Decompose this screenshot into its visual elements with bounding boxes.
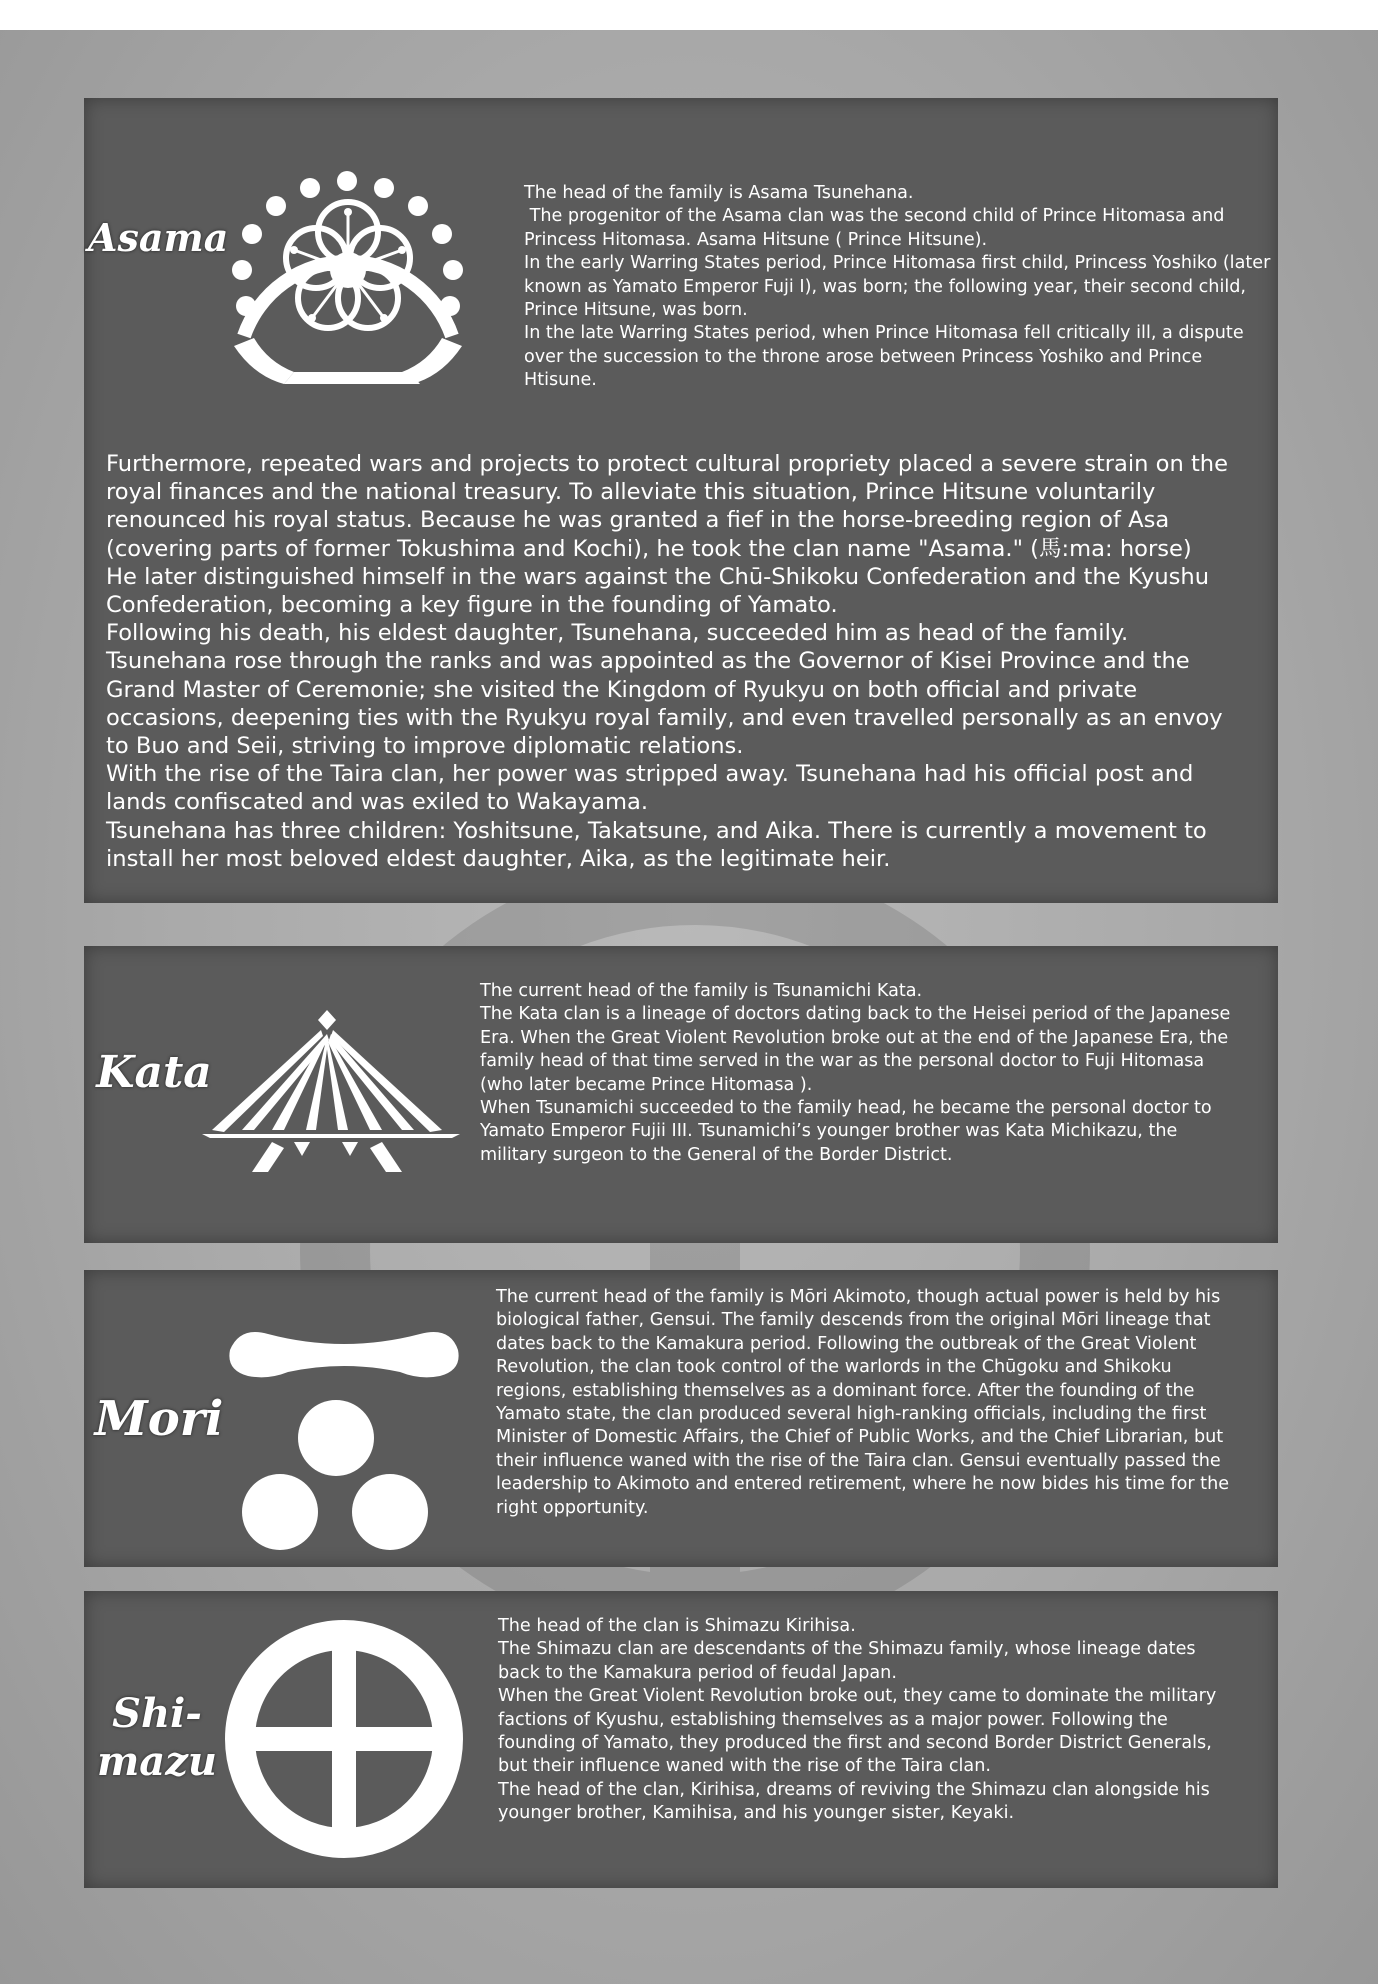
clan-name-shimazu-line: mazu (96, 1738, 218, 1785)
mori-three-stars-crest-icon (224, 1306, 464, 1552)
shimazu-text-line: The Shimazu clan are descendants of the Shimazu family, whose lineage dates back to the Kamakura period of feudal Japan. (498, 1639, 1196, 1683)
mori-panel (84, 1270, 1278, 1567)
clan-name-mori: Mori (94, 1391, 224, 1447)
asama-body-paragraph: With the rise of the Taira clan, her power was stripped away. Tsunehana had his official post and lands confiscated and was exiled to Wakayama. (106, 761, 1194, 816)
asama-intro-line: In the early Warring States period, Prince Hitomasa first child, Princess Yoshiko (later known as Yamato Emperor Fuji I), was born; the following year, their second child, Prince Hitsune, was born. (524, 253, 1271, 321)
kata-text-line: The Kata clan is a lineage of doctors dating back to the Heisei period of the Japanese Era. When the Great Violent Revolution broke out at the end of the Japanese Era, the family head of that time served in the war as the personal doctor to Fuji Hitomasa (who later became Prince Hitomasa ). (480, 1004, 1231, 1095)
shimazu-text-line: When the Great Violent Revolution broke out, they came to dominate the military factions of Kyushu, establishing themselves as a major power. Following the founding of Yamato, they produced the first and second Border District Generals, but their influence waned with the rise of the Taira clan. (498, 1686, 1217, 1777)
shimazu-panel (84, 1591, 1278, 1888)
asama-panel (84, 98, 1278, 903)
clan-name-asama: Asama (88, 215, 229, 260)
asama-plum-crest-icon (224, 146, 482, 391)
shimazu-text-line: The head of the clan is Shimazu Kirihisa. (498, 1616, 856, 1636)
shimazu-text-line: The head of the clan, Kirihisa, dreams of reviving the Shimazu clan alongside his younger brother, Kamihisa, and his younger sister, Keyaki. (498, 1779, 1210, 1824)
asama-body-paragraph: Furthermore, repeated wars and projects to protect cultural propriety placed a severe strain on the royal finances and the national treasury. To alleviate this situation, Prince Hitsune voluntarily renounced his royal status. Because he was granted a fief in the horse-breeding region of Asa (covering parts of former Tokushima and Kochi), he took the clan name "Asama." (馬:ma: horse) (106, 451, 1229, 562)
asama-body-paragraph: He later distinguished himself in the wars against the Chū-Shikoku Confederation and the Kyushu Confederation, becoming a key figure in the founding of Yamato. (106, 563, 1210, 619)
kata-text (480, 980, 1232, 1167)
shimazu-cross-circle-crest-icon (224, 1619, 464, 1859)
shimazu-text (498, 1615, 1222, 1826)
parchment-page (0, 30, 1378, 1984)
mori-text (496, 1286, 1244, 1520)
asama-intro-text (524, 182, 1272, 393)
clan-name-shimazu (90, 1690, 224, 1785)
kata-fan-crest-icon (202, 1004, 460, 1174)
asama-intro-line: The progenitor of the Asama clan was the second child of Prince Hitomasa and Princess Hitomasa. Asama Hitsune ( Prince Hitsune). (524, 206, 1231, 250)
kata-panel (84, 946, 1278, 1243)
kata-text-line: The current head of the family is Tsunamichi Kata. (480, 981, 923, 1001)
clan-name-kata: Kata (96, 1047, 212, 1098)
kata-text-line: When Tsunamichi succeeded to the family head, he became the personal doctor to Yamato Emperor Fujii III. Tsunamichi’s younger brother was Kata Michikazu, the military surgeon to the General of the Border District. (480, 1098, 1212, 1165)
asama-body-paragraph: Tsunehana rose through the ranks and was appointed as the Governor of Kisei Province and the Grand Master of Ceremonie; she visited the Kingdom of Ryukyu on both official and private occasions, deepening ties with the Ryukyu royal family, and even travelled personally as an envoy to Buo and Seii, striving to improve diplomatic relations. (106, 648, 1223, 760)
asama-intro-line: The head of the family is Asama Tsunehana. (524, 183, 914, 203)
mori-text-line: The current head of the family is Mōri Akimoto, though actual power is held by his biological father, Gensui. The family descends from the original Mōri lineage that dates back to the Kamakura period. Following the outbreak of the Great Violent Revolution, the clan took control of the warlords in the Chūgoku and Shikoku regions, establishing themselves as a dominant force. After the founding of the Yamato state, the clan produced several high-ranking officials, including the first Minister of Domestic Affairs, the Chief of Public Works, and the Chief Librarian, but their influence waned with the rise of the Taira clan. Gensui eventually passed the leadership to Akimoto and entered retirement, where he now bides his time for the right opportunity. (496, 1287, 1230, 1518)
clan-name-shimazu-line: Shi- (112, 1690, 202, 1737)
asama-body-paragraph: Following his death, his eldest daughter, Tsunehana, succeeded him as head of the family. (106, 620, 1129, 647)
asama-body-text (106, 450, 1246, 873)
asama-intro-line: In the late Warring States period, when Prince Hitomasa fell critically ill, a dispute over the succession to the throne arose between Princess Yoshiko and Prince Htisune. (524, 323, 1244, 391)
asama-body-paragraph: Tsunehana has three children: Yoshitsune, Takatsune, and Aika. There is currently a movement to install her most beloved eldest daughter, Aika, as the legitimate heir. (106, 817, 1207, 872)
